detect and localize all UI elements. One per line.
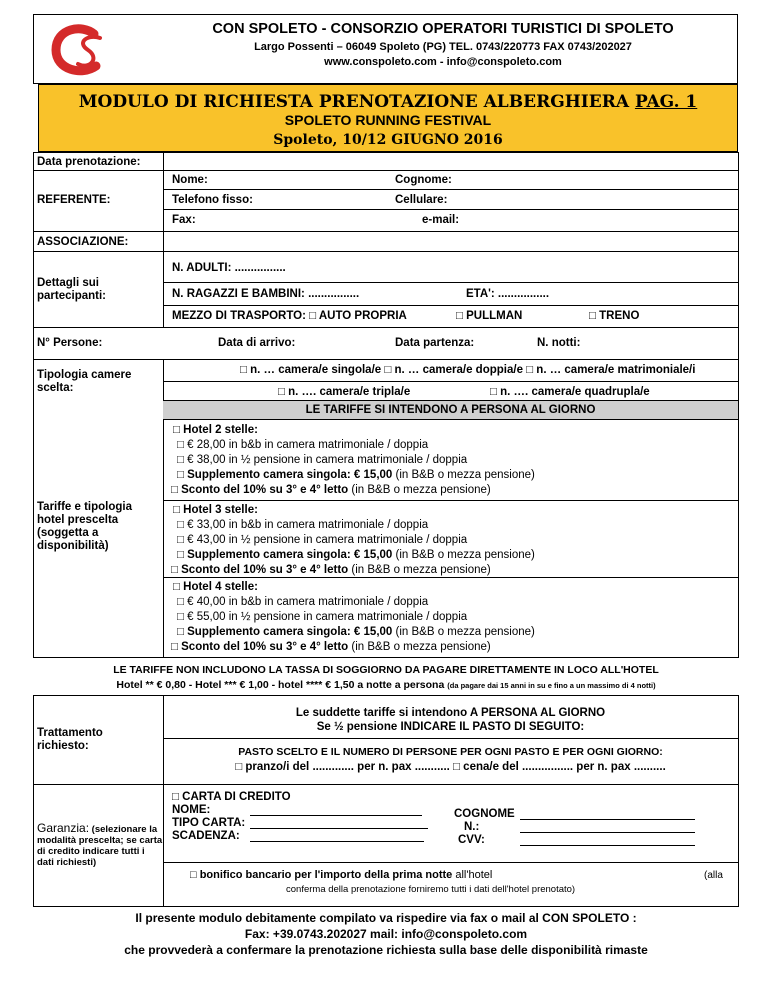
- trattamento-line1: Le suddette tariffe si intendono A PERSONA AL GIORNO: [295, 707, 606, 719]
- org-address: Largo Possenti – 06049 Spoleto (PG) TEL. 0743/220773 FAX 0743/202027: [254, 41, 632, 53]
- camere-option-quadrupla[interactable]: □ n. …. camera/e quadrupla/e: [490, 386, 650, 398]
- hotel-4-bb[interactable]: □ € 40,00 in b&b in camera matrimoniale / doppia: [177, 596, 429, 608]
- notti-field[interactable]: N. notti:: [537, 337, 581, 349]
- cc-cognome-label: COGNOME: [454, 808, 515, 820]
- email-field[interactable]: e-mail:: [422, 214, 460, 226]
- table-right-border: [738, 152, 739, 658]
- org-name: CON SPOLETO - CONSORZIO OPERATORI TURISTICI DI SPOLETO: [212, 21, 674, 37]
- hotel-3-supp[interactable]: □ Supplemento camera singola: € 15,00 (in B&B o mezza pensione): [177, 549, 535, 561]
- event-name: SPOLETO RUNNING FESTIVAL: [284, 112, 492, 128]
- camere-options-row1[interactable]: □ n. … camera/e singola/e □ n. … camera/e doppia/e □ n. … camera/e matrimoniale/i: [240, 364, 696, 376]
- mezzo-option-auto[interactable]: MEZZO DI TRASPORTO: □ AUTO PROPRIA: [172, 310, 407, 322]
- hotel-3-bb[interactable]: □ € 33,00 in b&b in camera matrimoniale / doppia: [177, 519, 429, 531]
- garanzia-label: Garanzia: (selezionare la modalità prescelta; se carta di credito indicare tutti i dati richiesti): [37, 821, 163, 868]
- conferma-text: conferma della prenotazione forniremo tutti i dati dell'hotel prenotato): [286, 884, 576, 895]
- footer-line1: Il presente modulo debitamente compilato va rispedire via fax o mail al CON SPOLETO :: [135, 911, 637, 925]
- cc-tipo-label: TIPO CARTA:: [172, 817, 246, 829]
- hotel-4-title[interactable]: □ Hotel 4 stelle:: [173, 581, 258, 593]
- arrivo-field[interactable]: Data di arrivo:: [218, 337, 296, 349]
- trattamento-line2: Se ½ pensione INDICARE IL PASTO DI SEGUITO:: [316, 721, 585, 733]
- hotel-4-supp[interactable]: □ Supplemento camera singola: € 15,00 (in B&B o mezza pensione): [177, 626, 535, 638]
- hotel-4-sconto[interactable]: □ Sconto del 10% su 3° e 4° letto (in B&B o mezza pensione): [171, 641, 491, 653]
- adulti-field[interactable]: N. ADULTI: ................: [172, 262, 286, 274]
- trattamento-line3: PASTO SCELTO E IL NUMERO DI PERSONE PER OGNI PASTO E PER OGNI GIORNO:: [238, 746, 663, 758]
- fax-field[interactable]: Fax:: [172, 214, 196, 226]
- pasto-options[interactable]: □ pranzo/i del ............. per n. pax ........... □ cena/e del ................ per n. pax ..........: [235, 761, 666, 773]
- associazione-field[interactable]: ASSOCIAZIONE:: [37, 236, 129, 248]
- hotel-2-supp[interactable]: □ Supplemento camera singola: € 15,00 (in B&B o mezza pensione): [177, 469, 535, 481]
- data-prenotazione-label: Data prenotazione:: [37, 156, 141, 168]
- cc-nome-label: NOME:: [172, 804, 211, 816]
- col-divider: [163, 152, 164, 327]
- hotel-2-bb[interactable]: □ € 28,00 in b&b in camera matrimoniale / doppia: [177, 439, 429, 451]
- cellulare-field[interactable]: Cellulare:: [395, 194, 448, 206]
- hotel-3-half[interactable]: □ € 43,00 in ½ pensione in camera matrimoniale / doppia: [177, 534, 468, 546]
- cc-cvv-label: CVV:: [458, 834, 485, 846]
- hotel-3-title[interactable]: □ Hotel 3 stelle:: [173, 504, 258, 516]
- telefono-field[interactable]: Telefono fisso:: [172, 194, 253, 206]
- carta-credito-option[interactable]: □ CARTA DI CREDITO: [172, 791, 291, 803]
- hotel-4-block[interactable]: [165, 581, 535, 653]
- hotel-3-block[interactable]: [165, 504, 535, 576]
- hotel-2-half[interactable]: □ € 38,00 in ½ pensione in camera matrimoniale / doppia: [177, 454, 468, 466]
- cc-nome-input[interactable]: [250, 804, 422, 816]
- trattamento-label: Trattamento richiesto:: [37, 727, 103, 752]
- alla-text: (alla: [704, 870, 723, 881]
- hotel-4-half[interactable]: □ € 55,00 in ½ pensione in camera matrimoniale / doppia: [177, 611, 468, 623]
- tassa-line1: LE TARIFFE NON INCLUDONO LA TASSA DI SOGGIORNO DA PAGARE DIRETTAMENTE IN LOCO ALL'HOTEL: [113, 664, 659, 676]
- hotel-2-sconto[interactable]: □ Sconto del 10% su 3° e 4° letto (in B&B o mezza pensione): [171, 484, 491, 496]
- ragazzi-field[interactable]: N. RAGAZZI E BAMBINI: ................: [172, 288, 360, 300]
- cognome-field[interactable]: Cognome:: [395, 174, 452, 186]
- dettagli-label: Dettagli sui partecipanti:: [37, 277, 107, 302]
- bonifico-option[interactable]: □ bonifico bancario per l'importo della prima notte all'hotel: [190, 869, 493, 881]
- cc-scadenza-label: SCADENZA:: [172, 830, 240, 842]
- hotel-2-block[interactable]: [165, 424, 535, 496]
- mezzo-option-pullman[interactable]: □ PULLMAN: [456, 310, 523, 322]
- hotel-3-sconto[interactable]: □ Sconto del 10% su 3° e 4° letto (in B&B o mezza pensione): [171, 564, 491, 576]
- conspoleto-logo: [42, 20, 122, 80]
- table-left-border: [33, 152, 34, 658]
- form-title: MODULO DI RICHIESTA PRENOTAZIONE ALBERGHIERA PAG. 1: [78, 92, 698, 112]
- cc-cognome-input[interactable]: [520, 808, 695, 820]
- mezzo-option-treno[interactable]: □ TRENO: [589, 310, 640, 322]
- camere-option-tripla[interactable]: □ n. …. camera/e tripla/e: [278, 386, 411, 398]
- persone-field[interactable]: N° Persone:: [37, 337, 103, 349]
- partenza-field[interactable]: Data partenza:: [395, 337, 475, 349]
- cc-scadenza-input[interactable]: [250, 830, 424, 842]
- tassa-line2: Hotel ** € 0,80 - Hotel *** € 1,00 - hotel **** € 1,50 a notte a persona (da pagare dai 15 anni in su e fino a un massimo di 4 notti): [116, 679, 656, 691]
- tariffe-label: Tariffe e tipologia hotel prescelta (soggetta a disponibilità): [37, 501, 132, 552]
- tipologia-label: Tipologia camere scelta:: [37, 369, 132, 394]
- org-web: www.conspoleto.com - info@conspoleto.com: [324, 56, 562, 68]
- footer-line3: che provvederà a confermare la prenotazione richiesta sulla base delle disponibilità rimaste: [124, 943, 648, 957]
- tariffe-band-text: LE TARIFFE SI INTENDONO A PERSONA AL GIORNO: [305, 404, 596, 416]
- event-date: Spoleto, 10/12 GIUGNO 2016: [273, 132, 503, 148]
- cc-numero-input[interactable]: [520, 821, 695, 833]
- eta-field[interactable]: ETA': ................: [466, 288, 550, 300]
- nome-field[interactable]: Nome:: [172, 174, 208, 186]
- referente-label: REFERENTE:: [37, 194, 111, 206]
- cc-numero-label: N.:: [464, 821, 480, 833]
- hotel-2-title[interactable]: □ Hotel 2 stelle:: [173, 424, 258, 436]
- cc-tipo-input[interactable]: [250, 817, 428, 829]
- cc-cvv-input[interactable]: [520, 834, 695, 846]
- footer-line2: Fax: +39.0743.202027 mail: info@conspoleto.com: [244, 927, 528, 941]
